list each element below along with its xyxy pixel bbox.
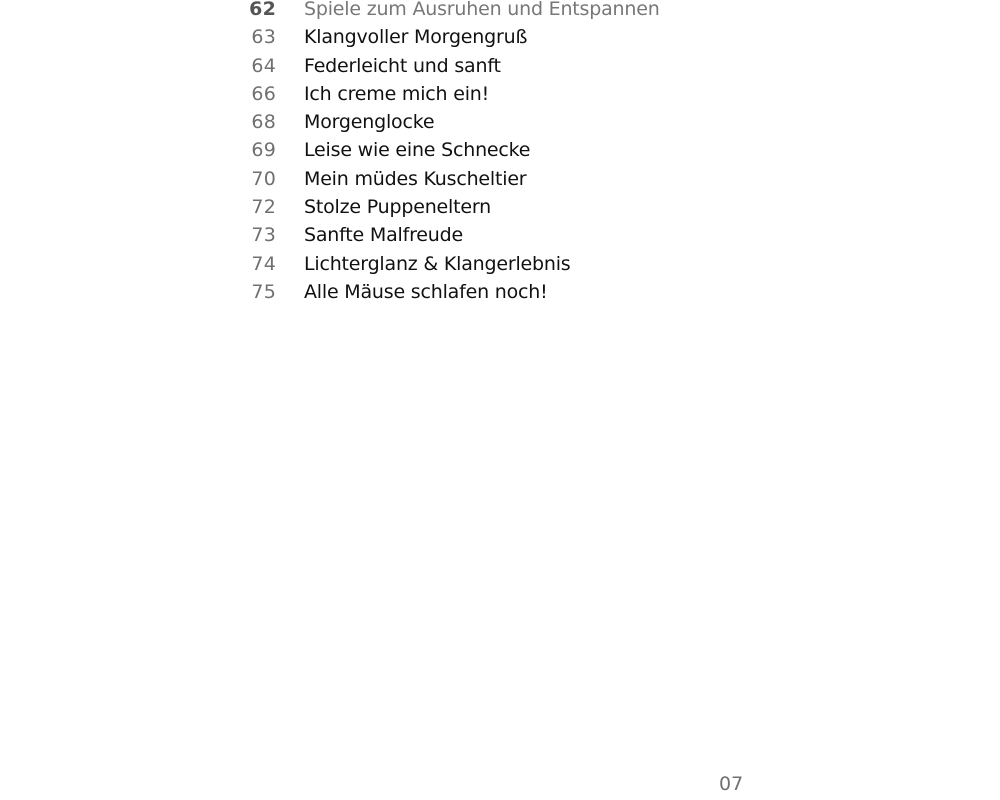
toc-entry-title: Leise wie eine Schnecke bbox=[304, 139, 531, 162]
toc-page-number: 70 bbox=[251, 167, 276, 190]
toc-page-number: 63 bbox=[251, 26, 276, 49]
toc-entry-title: Federleicht und sanft bbox=[304, 54, 501, 77]
toc-entry bbox=[0, 250, 1000, 278]
toc-entry bbox=[0, 278, 1000, 306]
toc-page-number: 73 bbox=[251, 224, 276, 247]
toc-entry bbox=[0, 136, 1000, 164]
toc-entry bbox=[0, 80, 1000, 108]
toc-entry-section bbox=[0, 0, 1000, 23]
toc-page-number: 74 bbox=[251, 252, 276, 275]
toc-entry bbox=[0, 165, 1000, 193]
toc-entry-title: Alle Mäuse schlafen noch! bbox=[304, 280, 548, 303]
toc-section-title: Spiele zum Ausruhen und Entspannen bbox=[304, 0, 660, 20]
toc-entry bbox=[0, 52, 1000, 80]
toc-page-number: 75 bbox=[251, 280, 276, 303]
toc-entry-title: Lichterglanz & Klangerlebnis bbox=[304, 252, 571, 275]
toc-entry-title: Stolze Puppeneltern bbox=[304, 196, 491, 219]
toc-entry bbox=[0, 221, 1000, 249]
toc-page-number: 72 bbox=[251, 196, 276, 219]
toc-entry-title: Ich creme mich ein! bbox=[304, 82, 490, 105]
toc-entry bbox=[0, 108, 1000, 136]
table-of-contents bbox=[0, 0, 1000, 306]
toc-page-number: 62 bbox=[249, 0, 276, 20]
toc-page-number: 64 bbox=[251, 54, 276, 77]
page-folio: 07 bbox=[719, 773, 744, 795]
toc-entry-title: Sanfte Malfreude bbox=[304, 224, 463, 247]
toc-page-number: 68 bbox=[251, 111, 276, 134]
toc-entry bbox=[0, 23, 1000, 51]
toc-page-number: 69 bbox=[251, 139, 276, 162]
toc-entry-title: Klangvoller Morgengruß bbox=[304, 26, 528, 49]
toc-page-number: 66 bbox=[251, 82, 276, 105]
toc-entry bbox=[0, 193, 1000, 221]
toc-entry-title: Mein müdes Kuscheltier bbox=[304, 167, 527, 190]
toc-entry-title: Morgenglocke bbox=[304, 111, 435, 134]
